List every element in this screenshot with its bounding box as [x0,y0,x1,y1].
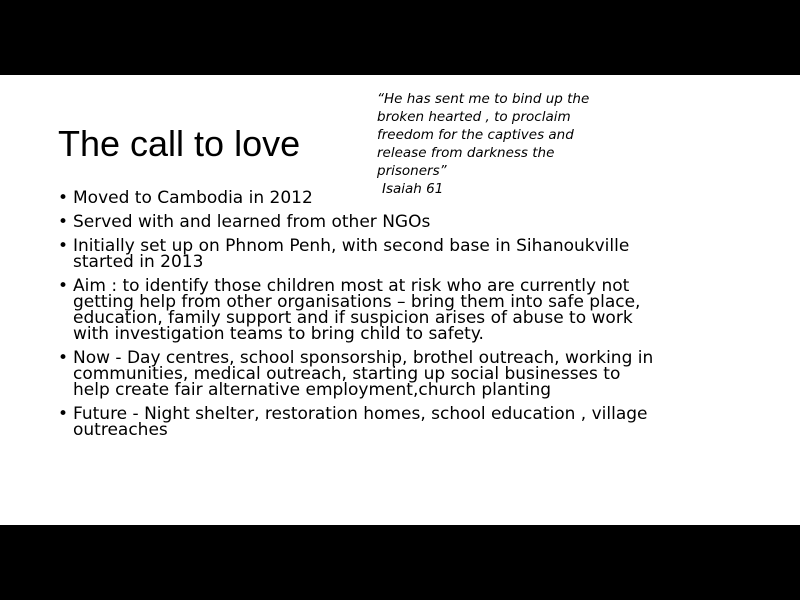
bullet-icon: • [58,348,69,368]
quote-text: “He has sent me to bind up the broken hearted , to proclaim freedom for the captives and release from darkness the prisoners” [377,91,590,179]
quote-reference: Isaiah 61 [382,181,444,197]
scripture-quote [377,90,617,198]
bullet-item [58,190,658,206]
bullet-text: Future - Night shelter, restoration homes, school education , village outreaches [73,404,648,440]
bullet-item [58,406,658,438]
bullet-item [58,350,658,398]
bullet-item [58,278,658,342]
bullet-text: Now - Day centres, school sponsorship, brothel outreach, working in communities, medical outreach, starting up social businesses to help create fair alternative employment,church planting [73,348,654,400]
bullet-text: Moved to Cambodia in 2012 [73,188,313,208]
bullet-icon: • [58,404,69,424]
slide [0,75,800,525]
letterbox-bottom [0,525,800,600]
bullet-text: Served with and learned from other NGOs [73,212,431,232]
bullet-icon: • [58,188,69,208]
bullet-text: Aim : to identify those children most at risk who are currently not getting help from other organisations – bring them into safe place, education, family support and if suspicion arises of abuse to work with investigation teams to bring child to safety. [73,276,641,344]
letterbox-top [0,0,800,75]
bullet-list [58,190,658,446]
bullet-icon: • [58,212,69,232]
slide-title: The call to love [58,123,301,164]
bullet-icon: • [58,236,69,256]
bullet-item [58,214,658,230]
bullet-text: Initially set up on Phnom Penh, with second base in Sihanoukville started in 2013 [73,236,630,272]
bullet-item [58,238,658,270]
bullet-icon: • [58,276,69,296]
